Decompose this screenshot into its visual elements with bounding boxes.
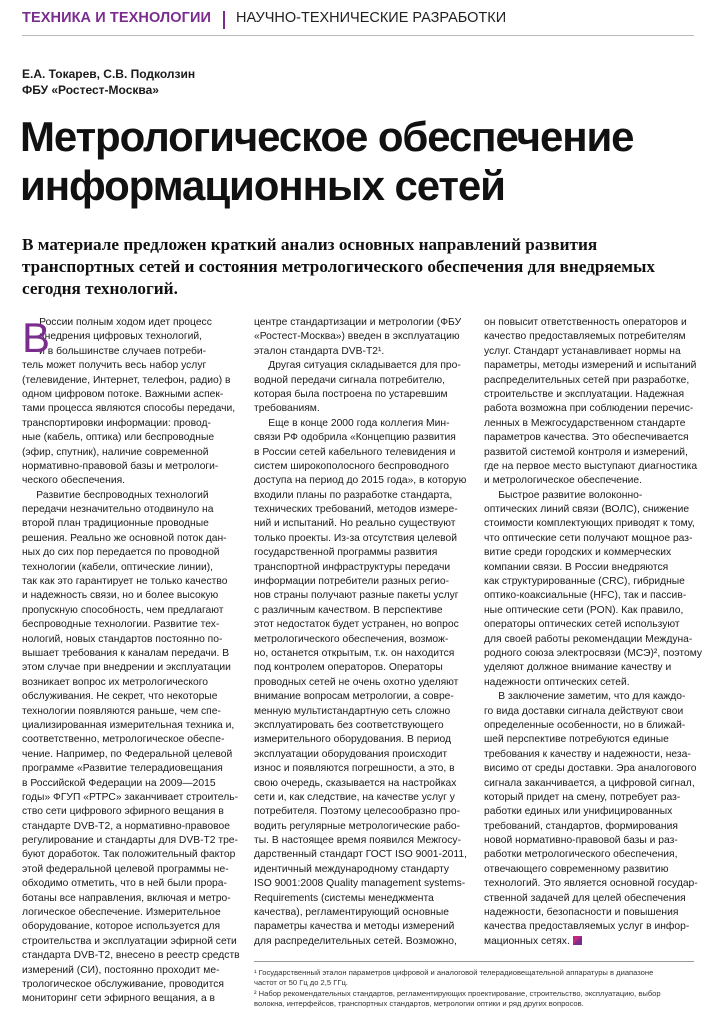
text-line: оборудование, которое используется для: [22, 921, 221, 933]
text-line: измерений (СИ), постоянно проходит ме-: [22, 964, 220, 976]
text-line: новой нормативно-правовой базы и раз-: [484, 835, 678, 847]
text-line: требованиям.: [254, 403, 320, 415]
end-of-article-icon: [573, 936, 582, 945]
drop-cap: В: [22, 314, 51, 361]
text-line: го вида доставки сигнала действуют свои: [484, 705, 684, 717]
text-line: так как это гарантирует не только качество: [22, 576, 228, 588]
text-line: и в большинстве случаев потреби-: [22, 345, 207, 357]
text-line: определенные особенности, но в ближай-: [484, 719, 686, 731]
lead-line: сегодня технологий.: [22, 279, 178, 298]
text-line: России полным ходом идет процесс: [22, 317, 212, 328]
text-line: Быстрое развитие волоконно-: [484, 489, 643, 501]
text-line: обслуживания. Не секрет, что некоторые: [22, 691, 218, 703]
text-line: компании связи. В России внедряются: [484, 561, 669, 573]
text-line: ты. В настоящее время появился Межгосу-: [254, 835, 462, 847]
text-line: государственной программы развития: [254, 547, 438, 559]
text-line: эксплуатировать без соответствующего: [254, 719, 444, 731]
text-line: уделяют должное внимание качеству и: [484, 662, 672, 674]
text-line: технических требований, методов измере-: [254, 504, 458, 516]
text-line: ленных в Межгосударственном стандарте: [484, 417, 686, 429]
text-line: «Ростест-Москва») введен в эксплуатацию: [254, 331, 460, 343]
text-line: потребителя. Поэтому целесообразно про-: [254, 806, 461, 818]
text-line: одном цифровом потоке. Важными аспек-: [22, 388, 224, 400]
text-line: Другая ситуация складывается для про-: [254, 360, 461, 372]
text-line: требования к качеству и надежности, неза-: [484, 748, 691, 760]
text-line: висимо от среды доставки. Эра аналогового: [484, 763, 697, 775]
text-line: циализированная измерительная техника и,: [22, 719, 235, 731]
text-line: где на первое место выступают диагностика: [484, 460, 698, 472]
text-line: обходимо отметить, что в ней были прора-: [22, 878, 227, 890]
text-line: В заключение заметим, что для каждо-: [484, 691, 686, 703]
text-line: нов страны получают разные пакеты услуг: [254, 590, 459, 602]
text-line: менную мультистандартную сеть сложно: [254, 705, 451, 717]
text-line: мационных сетях.: [484, 935, 696, 949]
text-line: стоимости комплектующих приводят к тому,: [484, 518, 695, 530]
text-line: вышает требования к каналам передачи. В: [22, 647, 230, 659]
text-line: как структурированные (CRC), гибридные: [484, 576, 685, 588]
text-line: только проекты. Из-за отсутствия целевой: [254, 532, 458, 544]
text-line: эксплуатации оборудования происходит: [254, 748, 448, 760]
text-line: и метрологическое обеспечение.: [484, 475, 643, 487]
lead-line: В материале предложен краткий анализ основных направлений развития: [22, 235, 598, 254]
text-line: стандарте DVB-T2, а нормативно-правовое: [22, 820, 230, 832]
footnotes: [254, 968, 699, 1010]
text-line: с различным качеством. В перспективе: [254, 604, 443, 616]
text-line: что оптические сети получают мощное раз-: [484, 532, 693, 544]
text-line: работки единых или унифицированных: [484, 806, 673, 818]
text-line: сети и, как следствие, на качестве услуг у: [254, 791, 455, 803]
text-line: дарственный стандарт ГОСТ ISO 9001-2011,: [254, 849, 467, 861]
text-line: свою очередь, сказывается на настройках: [254, 777, 457, 789]
text-line: пропускную способность, чем предлагают: [22, 604, 224, 616]
text-line: транспортировки информации: провод-: [22, 417, 211, 429]
text-line: параметры, методы измерений и испытаний: [484, 360, 697, 372]
text-line: в России сетей кабельного телевидения и: [254, 446, 456, 458]
text-line: в Российской Федерации на 2009—2015: [22, 777, 216, 789]
text-line: сигнала заканчивается, а цифровой сигнал,: [484, 777, 695, 789]
text-line: операторы оптических сетей используют: [484, 619, 680, 631]
text-line: центре стандартизации и метрологии (ФБУ: [254, 317, 462, 328]
text-line: систем широкополосного беспроводного: [254, 460, 449, 472]
text-line: (телевидение, Интернет, телефон, радио) в: [22, 374, 231, 386]
header-divider: [223, 11, 225, 29]
title-line-1: Метрологическое обеспечение: [20, 113, 634, 160]
header-rule: [22, 35, 694, 36]
text-line: родного союза электросвязи (МСЭ)², поэтому: [484, 647, 703, 659]
text-line: ственной задачей для целей обеспечения: [484, 892, 686, 904]
text-line: внедрения цифровых технологий,: [22, 331, 203, 343]
author-names: Е.А. Токарев, С.В. Подколзин: [22, 67, 196, 81]
text-line: параметры качества и методы измерений: [254, 921, 455, 933]
text-line: доступа на период до 2015 года», в которую: [254, 475, 467, 487]
text-line: параметров качества. Это обеспечивается: [484, 432, 689, 444]
text-line: строительстве и эксплуатации. Надежная: [484, 388, 685, 400]
text-line: строительства и эксплуатации эфирной сети: [22, 935, 237, 947]
text-line: качества), регламентирующий основные: [254, 907, 449, 919]
text-line: нологий, новых стандартов постоянно по-: [22, 633, 223, 645]
text-line: оптических линий связи (ВОЛС), снижение: [484, 504, 690, 516]
text-line: логическое обеспечение. Измерительное: [22, 907, 221, 919]
footnote-line: частот от 50 Гц до 2,5 ГГц.: [254, 978, 348, 988]
footnote-line: волокна, интерфейсов, транспортных стандартов, метрологии оптики и ряд других вопросов.: [254, 999, 584, 1009]
footnote-line: ² Набор рекомендательных стандартов, регламентирующих проектирование, строительство, эксплуатацию, выбор: [254, 988, 661, 998]
article-lead: [22, 234, 694, 300]
text-line: качества предоставляемых услуг в инфор-: [484, 921, 690, 933]
text-line: и надежность связи, но и более высокую: [22, 590, 219, 602]
text-line: этом случае при внедрении и эксплуатации: [22, 662, 231, 674]
text-line: мониторинг сети эфирного вещания, а в: [22, 993, 216, 1005]
text-line: требований, стандартов, формирования: [484, 820, 678, 832]
text-line: измерительного оборудования. В период: [254, 734, 451, 746]
author-organization: ФБУ «Ростест-Москва»: [22, 83, 159, 97]
text-line: проводных сетей не очень охотно уделяют: [254, 676, 459, 688]
authors-block: [22, 66, 195, 98]
text-line: ных до сих пор передается по проводной: [22, 547, 220, 559]
text-line: для распределительных сетей. Возможно,: [254, 935, 457, 947]
text-line: надежности оптических сетей.: [484, 676, 630, 688]
text-line: Еще в конце 2000 года коллегия Мин-: [254, 417, 450, 429]
text-line: Requirements (системы менеджмента: [254, 892, 434, 904]
text-line: ные (кабель, оптика) или беспроводные: [22, 432, 215, 444]
text-line: витие среди городских и коммерческих: [484, 547, 672, 559]
text-line: решения. Реально же основной поток дан-: [22, 532, 227, 544]
text-line: регулирование и стандарты для DVB-T2 тре-: [22, 835, 238, 847]
text-line: технологии появляются раньше, чем спе-: [22, 705, 221, 717]
text-line: программе «Развитие телерадиовещания: [22, 763, 223, 775]
article-column-1: [22, 316, 248, 1007]
text-line: водить регулярные метрологические рабо-: [254, 820, 461, 832]
footnote-rule: [254, 961, 694, 962]
text-line: износ и появляются погрешности, а это, в: [254, 763, 455, 775]
text-line: для своей работы рекомендации Междуна-: [484, 633, 693, 645]
text-line: (эфир, спутник), наличие современной: [22, 446, 209, 458]
text-line: внимание вопросам метрологии, а совре-: [254, 691, 454, 703]
text-line: ные оптические сети (PON). Как правило,: [484, 604, 684, 616]
section-title: ТЕХНИКА И ТЕХНОЛОГИИ: [22, 10, 211, 26]
text-line: распределительных сетей при разработке,: [484, 374, 690, 386]
text-line: Развитие беспроводных технологий: [22, 489, 209, 501]
text-line: метрологического обеспечения, возмож-: [254, 633, 449, 645]
text-line: оптико-коаксиальные (HFC), так и пассив-: [484, 590, 687, 602]
text-line: нормативно-правовой базы и метрологи-: [22, 460, 219, 472]
text-line: идентичный международному стандарту: [254, 863, 450, 875]
text-line: который придет на смену, потребует раз-: [484, 791, 681, 803]
text-line: стандарта DVB-T2, внесено в реестр средств: [22, 950, 240, 962]
text-line: отвечающего современному развитию: [484, 863, 669, 875]
text-line: чение. Например, по Федеральной целевой: [22, 748, 233, 760]
text-line: второй план традиционные проводные: [22, 518, 209, 530]
text-line: но, останется открытым, т.к. он находится: [254, 647, 455, 659]
text-line: под контролем операторов. Операторы: [254, 662, 443, 674]
text-line: этой федеральной целевой программы не-: [22, 863, 229, 875]
text-line: тами процесса являются способы передачи,: [22, 403, 236, 415]
text-line: ческого обеспечения.: [22, 475, 126, 487]
footnote-line: ¹ Государственный эталон параметров цифровой и аналоговой телерадиовещательной аппаратуры в диапазоне: [254, 968, 654, 977]
text-line: соответственно, метрологическое обеспе-: [22, 734, 225, 746]
text-line: шей перспективе потребуются единые: [484, 734, 669, 746]
title-line-2: информационных сетей: [20, 162, 505, 209]
lead-line: транспортных сетей и состояния метрологического обеспечения для внедряемых: [22, 257, 656, 276]
text-line: ний и испытаний. Но реально существуют: [254, 518, 456, 530]
article-column-2: [254, 316, 480, 949]
section-header: [22, 10, 692, 34]
text-line: ISO 9001:2008 Quality management systems-: [254, 878, 466, 890]
text-line: связи РФ одобрила «Концепцию развития: [254, 432, 456, 444]
text-line: эталон стандарта DVB-T2¹.: [254, 345, 385, 357]
text-line: надежности, безопасности и повышения: [484, 907, 679, 919]
text-line: технологии (кабели, оптические линии),: [22, 561, 214, 573]
text-line: развитой системой контроля и измерений,: [484, 446, 688, 458]
article-title: [20, 112, 690, 210]
text-line: передачи незначительно отодвинуло на: [22, 504, 214, 516]
text-line: возникает вопрос их метрологического: [22, 676, 209, 688]
text-line: водной передачи сигнала потребителю,: [254, 374, 445, 386]
text-line: которая была построена по устаревшим: [254, 388, 448, 400]
text-line: годы» ФГУП «РТРС» заканчивает строитель-: [22, 791, 239, 803]
text-line: он повысит ответственность операторов и: [484, 317, 687, 328]
text-line: трологическое обслуживание, проводится: [22, 978, 224, 990]
text-line: технологий. Это является основной государ-: [484, 878, 698, 890]
text-line: информации потребители разных регио-: [254, 576, 450, 588]
text-line: этот недостаток будет устранен, но вопрос: [254, 619, 459, 631]
text-line: услуг. Стандарт устанавливает нормы на: [484, 345, 681, 357]
text-line: входили планы по разработке стандарта,: [254, 489, 453, 501]
text-line: работки метрологического обеспечения,: [484, 849, 678, 861]
subsection-title: НАУЧНО-ТЕХНИЧЕСКИЕ РАЗРАБОТКИ: [236, 10, 507, 26]
text-line: тель может получить весь набор услуг: [22, 360, 207, 372]
article-column-3: [484, 316, 703, 949]
text-line: беспроводные технологии. Развитие тех-: [22, 619, 220, 631]
text-line: ство сети цифрового эфирного вещания в: [22, 806, 224, 818]
text-line: ботаны все направления, включая и метро-: [22, 892, 231, 904]
text-line: буют доработок. Так положительный фактор: [22, 849, 236, 861]
text-line: работа возможна при соблюдении перечис-: [484, 403, 694, 415]
text-line: качество предоставляемых потребителям: [484, 331, 686, 343]
text-line: транспортной инфраструктуры передачи: [254, 561, 451, 573]
